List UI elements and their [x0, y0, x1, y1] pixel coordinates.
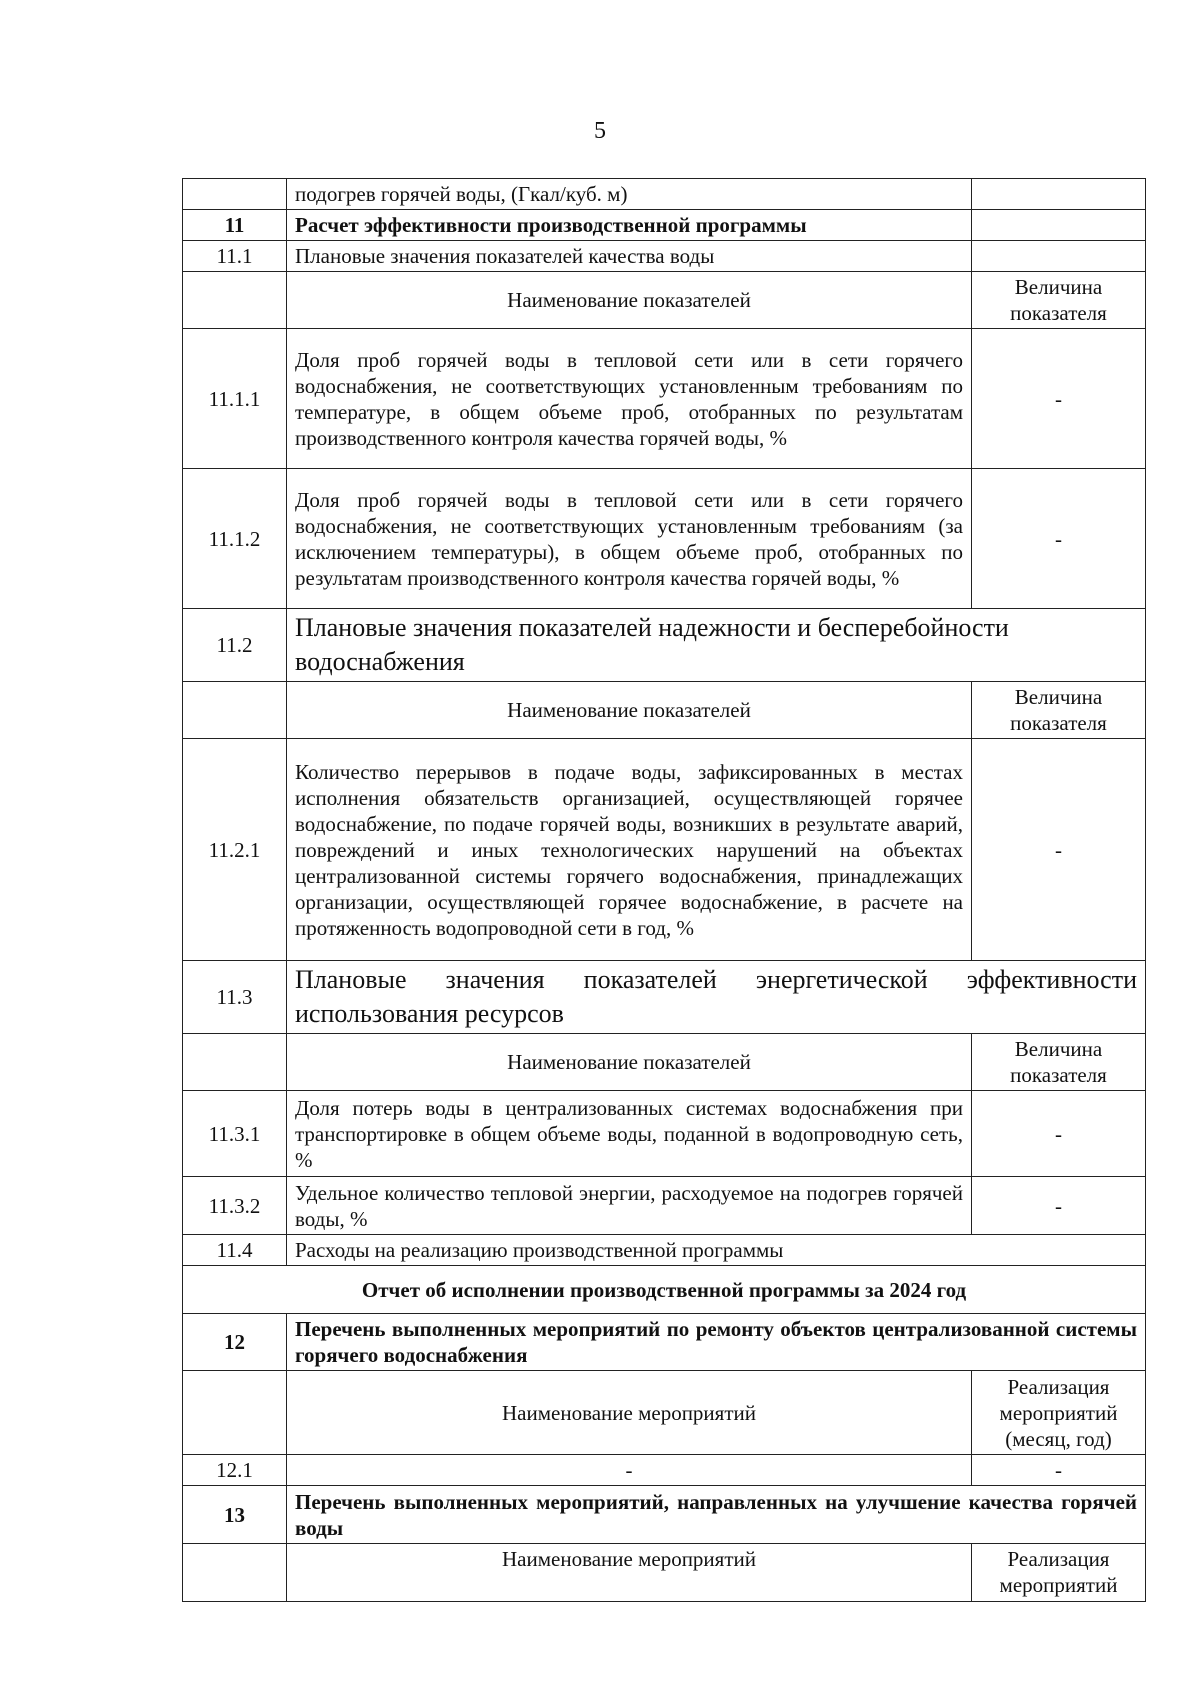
- empty-cell: [183, 1371, 287, 1455]
- header-row: [183, 1544, 1146, 1602]
- row-number: 11.2: [183, 609, 287, 682]
- row-text: Доля проб горячей воды в тепловой сети или в сети горячего водоснабжения, не соответствующих установленным требованиям (за исключением температуры), в общем объеме проб, отобранных по результатам производственного контроля качества горячей воды, %: [287, 469, 972, 609]
- row-text: Количество перерывов в подаче воды, зафиксированных в местах исполнения обязательств организацией, осуществляющей горячее водоснабжение, по подаче горячей воды, возникших в результате аварий, повреждений и иных технологических нарушений на объектах централизованной системы горячего водоснабжения, принадлежащих организации, осуществляющей горячее водоснабжение, в расчете на протяженность водопроводной сети в год, %: [287, 739, 972, 961]
- empty-cell: [183, 272, 287, 329]
- table-row: [183, 1177, 1146, 1235]
- row-text: -: [287, 1455, 972, 1486]
- column-header-value: Величина показателя: [972, 1034, 1146, 1091]
- column-header-name: Наименование мероприятий: [287, 1544, 972, 1602]
- row-number: 11.1.1: [183, 329, 287, 469]
- column-header-value: Величина показателя: [972, 272, 1146, 329]
- row-value: -: [972, 329, 1146, 469]
- row-value: -: [972, 1177, 1146, 1235]
- row-number: [183, 179, 287, 210]
- row-number: 11.4: [183, 1235, 287, 1266]
- table-row: [183, 469, 1146, 609]
- section-number: 13: [183, 1486, 287, 1544]
- empty-cell: [183, 1544, 287, 1602]
- row-text: Удельное количество тепловой энергии, расходуемое на подогрев горячей воды, %: [287, 1177, 972, 1235]
- section-title: Перечень выполненных мероприятий, направленных на улучшение качества горячей воды: [287, 1486, 1146, 1544]
- subsection-title: Плановые значения показателей энергетической эффективности использования ресурсов: [287, 961, 1146, 1034]
- column-header-name: Наименование показателей: [287, 272, 972, 329]
- row-value: -: [972, 739, 1146, 961]
- column-header-value: Реализация мероприятий: [972, 1544, 1146, 1602]
- column-header-name: Наименование мероприятий: [287, 1371, 972, 1455]
- row-value: [972, 241, 1146, 272]
- row-number: 11.3: [183, 961, 287, 1034]
- table-row: [183, 961, 1146, 1034]
- row-value: -: [972, 1091, 1146, 1177]
- table-row: [183, 1455, 1146, 1486]
- row-number: 11.3.1: [183, 1091, 287, 1177]
- row-number: 11.2.1: [183, 739, 287, 961]
- table-row: [183, 210, 1146, 241]
- row-value: [972, 210, 1146, 241]
- page-number: 5: [594, 118, 606, 144]
- header-row: [183, 682, 1146, 739]
- empty-cell: [183, 1034, 287, 1091]
- column-header-name: Наименование показателей: [287, 1034, 972, 1091]
- section-title: Перечень выполненных мероприятий по ремонту объектов централизованной системы горячего водоснабжения: [287, 1314, 1146, 1371]
- column-header-value: Реализация мероприятий (месяц, год): [972, 1371, 1146, 1455]
- report-heading: Отчет об исполнении производственной программы за 2024 год: [183, 1266, 1146, 1314]
- row-text: Расходы на реализацию производственной программы: [287, 1235, 1146, 1266]
- subsection-title: Плановые значения показателей надежности и бесперебойности водоснабжения: [287, 609, 1146, 682]
- empty-cell: [183, 682, 287, 739]
- indicators-table: [182, 178, 1146, 1602]
- row-number: 11.1: [183, 241, 287, 272]
- row-text: подогрев горячей воды, (Гкал/куб. м): [287, 179, 972, 210]
- row-value: -: [972, 1455, 1146, 1486]
- section-number: 12: [183, 1314, 287, 1371]
- header-row: [183, 1371, 1146, 1455]
- table-row: [183, 329, 1146, 469]
- table-row: [183, 739, 1146, 961]
- column-header-name: Наименование показателей: [287, 682, 972, 739]
- section-title: Расчет эффективности производственной программы: [287, 210, 972, 241]
- table-row: [183, 1091, 1146, 1177]
- column-header-value: Величина показателя: [972, 682, 1146, 739]
- row-number: 12.1: [183, 1455, 287, 1486]
- table-row: [183, 1486, 1146, 1544]
- table-row: [183, 179, 1146, 210]
- row-number: 11.3.2: [183, 1177, 287, 1235]
- section-number: 11: [183, 210, 287, 241]
- header-row: [183, 1034, 1146, 1091]
- row-number: 11.1.2: [183, 469, 287, 609]
- table-row: [183, 241, 1146, 272]
- header-row: [183, 272, 1146, 329]
- table-row: [183, 1235, 1146, 1266]
- row-value: -: [972, 469, 1146, 609]
- row-text: Доля потерь воды в централизованных системах водоснабжения при транспортировке в общем объеме воды, поданной в водопроводную сеть, %: [287, 1091, 972, 1177]
- table-row: [183, 1314, 1146, 1371]
- report-heading-row: [183, 1266, 1146, 1314]
- table-row: [183, 609, 1146, 682]
- row-value: [972, 179, 1146, 210]
- row-text: Плановые значения показателей качества воды: [287, 241, 972, 272]
- row-text: Доля проб горячей воды в тепловой сети или в сети горячего водоснабжения, не соответствующих установленным требованиям по температуре, в общем объеме проб, отобранных по результатам производственного контроля качества горячей воды, %: [287, 329, 972, 469]
